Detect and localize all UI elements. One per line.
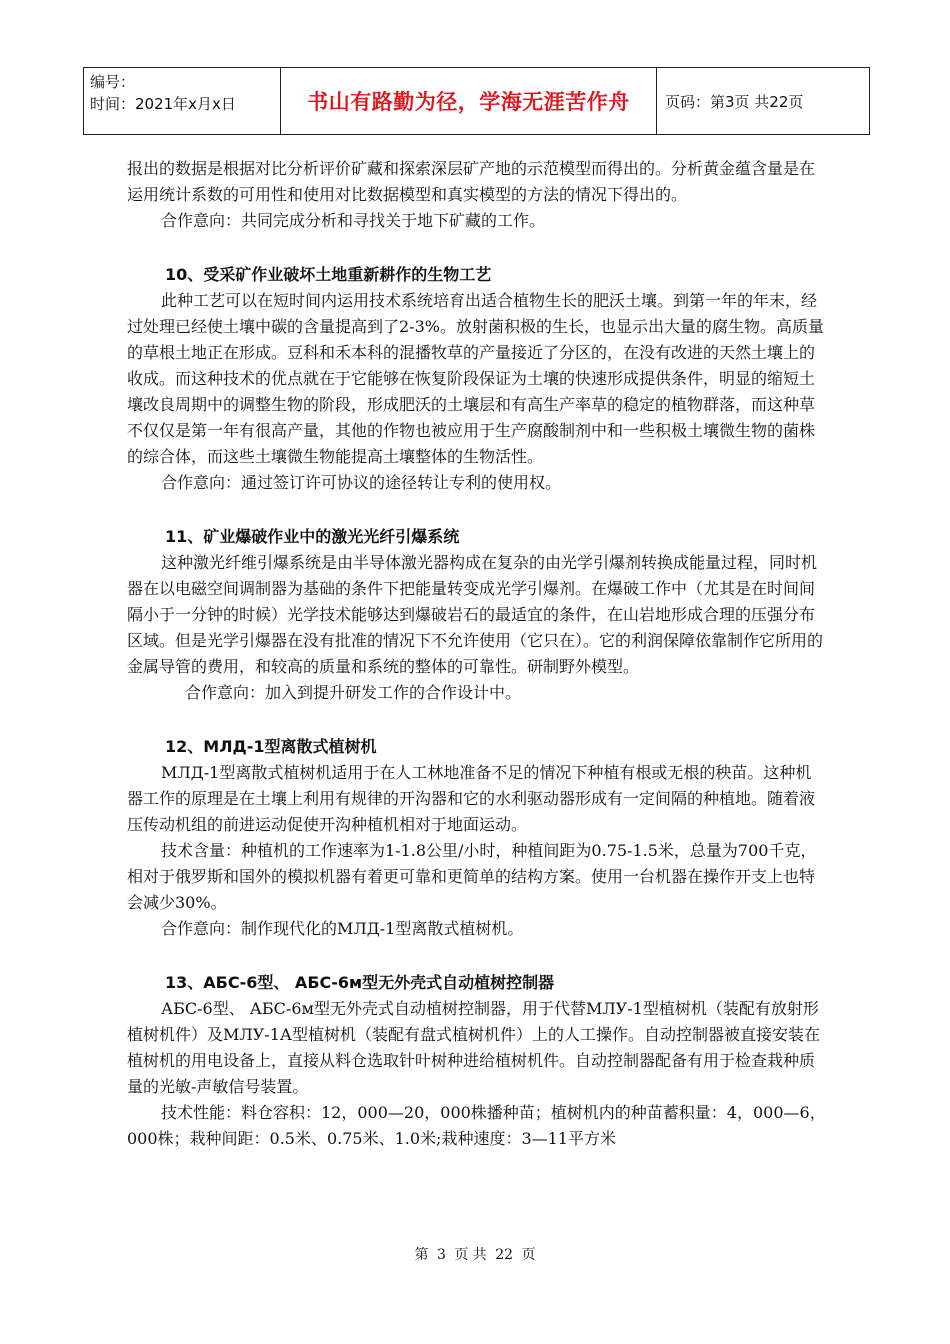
section-heading: 12、МЛД-1型离散式植树机 bbox=[165, 737, 377, 756]
body-paragraph: 合作意向：加入到提升研发工作的合作设计中。 bbox=[185, 683, 522, 702]
page-footer bbox=[0, 1244, 950, 1264]
body-paragraph: 技术含量：种植机的工作速率为1-1.8公里/小时，种植间距为0.75-1.5米，总量为700千克，相对于俄罗斯和国外的模拟机器有着更可靠和更简单的结构方案。使用一台机器在操作开支上也特会减少30%。 bbox=[127, 841, 817, 912]
body-paragraph: 合作意向：共同完成分析和寻找关于地下矿藏的工作。 bbox=[161, 211, 546, 230]
body-paragraph: АБС-6型、 АБС-6м型无外壳式自动植树控制器，用于代替МЛУ-1型植树机（装配有放射形植树机件）及МЛУ-1А型植树机（装配有盘式植树机件）上的人工操作。自动控制器被直接安装在植树机的用电设备上，直接从料仓选取针叶树种进给植树机件。自动控制器配备有用于检查栽种质量的光敏-声敏信号装置。 bbox=[127, 999, 821, 1096]
header-page-info: 页码：第3页 共22页 bbox=[665, 92, 804, 111]
body-paragraph: 这种激光纤维引爆系统是由半导体激光器构成在复杂的由光学引爆剂转换成能量过程，同时机器在以电磁空间调制器为基础的条件下把能量转变成光学引爆剂。在爆破工作中（尤其是在时间间隔小于一分钟的时候）光学技术能够达到爆破岩石的最适宜的条件，在山岩地形成合理的压强分布区域。但是光学引爆器在没有批准的情况下不允许使用（它只在）。它的利润保障依靠制作它所用的金属导管的费用，和较高的质量和系统的整体的可靠性。研制野外模型。 bbox=[127, 553, 824, 676]
section-heading: 11、矿业爆破作业中的激光光纤引爆系统 bbox=[165, 527, 460, 546]
header-slogan: 书山有路勤为径，学海无涯苦作舟 bbox=[281, 68, 657, 134]
body-paragraph: 此种工艺可以在短时间内运用技术系统培育出适合植物生长的肥沃土壤。到第一年的年末，经过处理已经使土壤中碳的含量提高到了2-3%。放射菌积极的生长，也显示出大量的腐生物。高质量的草根土地正在形成。豆科和禾本科的混播牧草的产量接近了分区的，在没有改进的天然土壤上的收成。而这种技术的优点就在于它能够在恢复阶段保证为土壤的快速形成提供条件，明显的缩短土壤改良周期中的调整生物的阶段，形成肥沃的土壤层和有高生产率草的稳定的植物群落，而这种草不仅仅是第一年有很高产量，其他的作物也被应用于生产腐酸制剂中和一些积极土壤微生物的菌株的综合体，而这些土壤微生物能提高土壤整体的生物活性。 bbox=[127, 291, 824, 466]
footer-middle: 页 共 bbox=[454, 1247, 487, 1263]
section-heading: 10、受采矿作业破坏土地重新耕作的生物工艺 bbox=[165, 265, 492, 284]
body-paragraph: МЛД-1型离散式植树机适用于在人工林地准备不足的情况下种植有根或无根的秧苗。这种机器工作的原理是在土壤上利用有规律的开沟器和它的水利驱动器形成有一定间隔的种植地。随着液压传动机组的前进运动促使开沟种植机相对于地面运动。 bbox=[127, 763, 816, 834]
header-meta bbox=[84, 68, 281, 134]
section-heading: 13、АБС-6型、 АБС-6м型无外壳式自动植树控制器 bbox=[165, 973, 555, 992]
body-paragraph: 报出的数据是根据对比分析评价矿藏和探索深层矿产地的示范模型而得出的。分析黄金蕴含量是在运用统计系数的可用性和使用对比数据模型和真实模型的方法的情况下得出的。 bbox=[127, 159, 816, 204]
document-date: 时间：2021年x月x日 bbox=[90, 95, 236, 113]
page-header bbox=[83, 67, 870, 135]
body-paragraph: 技术性能：料仓容积：12，000—20，000株播种苗；植树机内的种苗蓄积量：4，000—6，000株；栽种间距：0.5米、0.75米、1.0米;栽种速度：3—11平方米 bbox=[127, 1103, 826, 1148]
body-paragraph: 合作意向：制作现代化的МЛД-1型离散式植树机。 bbox=[161, 919, 524, 938]
footer-current-page: 3 bbox=[436, 1247, 446, 1263]
footer-suffix: 页 bbox=[521, 1247, 536, 1263]
document-body bbox=[127, 156, 827, 1152]
footer-total-pages: 22 bbox=[495, 1247, 514, 1263]
document-number-label: 编号： bbox=[90, 73, 136, 91]
footer-prefix: 第 bbox=[414, 1247, 429, 1263]
body-paragraph: 合作意向：通过签订许可协议的途径转让专利的使用权。 bbox=[161, 473, 562, 492]
